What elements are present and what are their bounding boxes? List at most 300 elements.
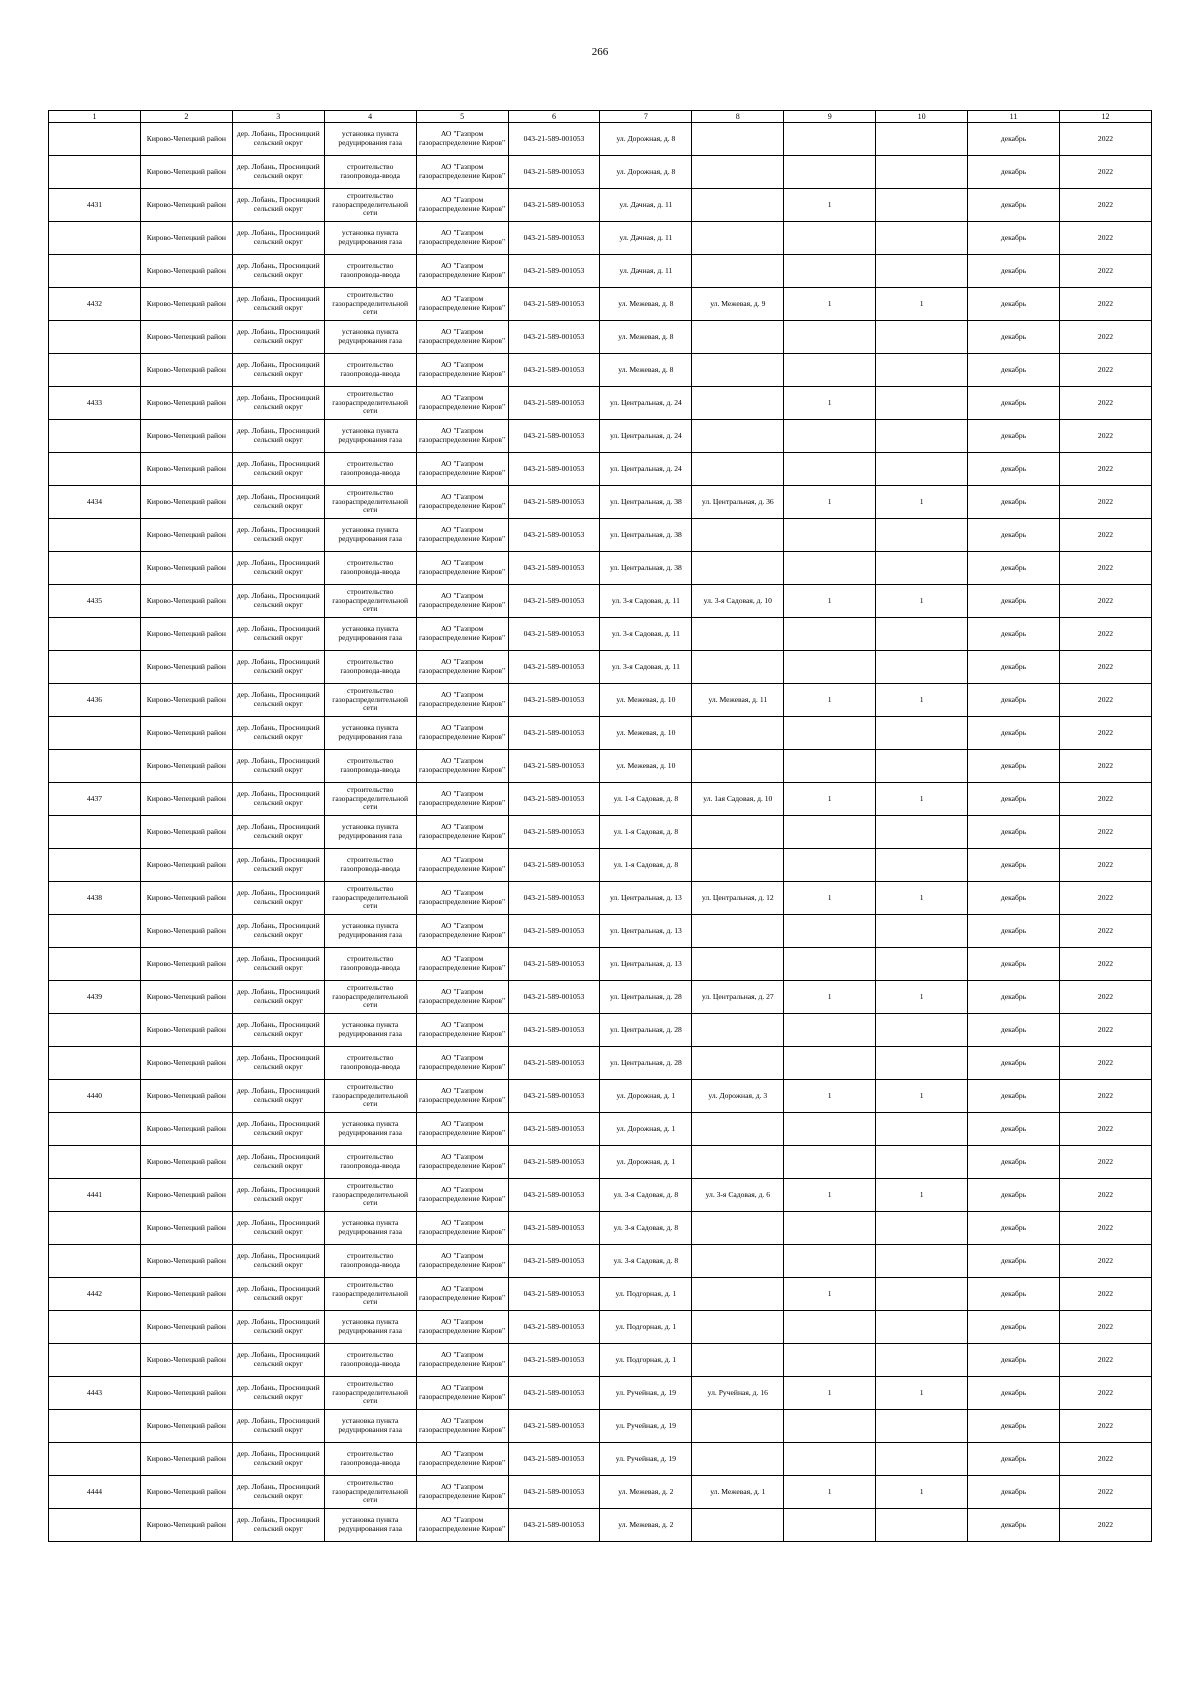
cell-text: 2022 [1097, 398, 1114, 407]
cell-text: ул. Ручейная, д. 16 [707, 1388, 768, 1397]
table-cell-col-12 [1059, 354, 1151, 387]
cell-text: Кирово-Чепецкий район [146, 464, 226, 473]
cell-text: дер. Лобань, Просницкий сельский округ [236, 1417, 320, 1434]
table-cell-col-1 [49, 948, 141, 981]
table-cell-col-11 [968, 1179, 1060, 1212]
cell-text: 043-21-589-001053 [523, 266, 585, 275]
column-header-1: 1 [49, 111, 141, 123]
table-cell-col-4 [324, 1311, 416, 1344]
table-cell-col-1 [49, 618, 141, 651]
cell-text: 1 [827, 200, 832, 209]
table-cell-col-4 [324, 684, 416, 717]
table-cell-col-3 [232, 1113, 324, 1146]
table-cell-col-1 [49, 651, 141, 684]
table-cell-col-11 [968, 519, 1060, 552]
table-cell-col-3 [232, 321, 324, 354]
cell-text: строительство газораспределительной сети [332, 587, 409, 614]
cell-text: дер. Лобань, Просницкий сельский округ [236, 427, 320, 444]
cell-text: декабрь [1000, 926, 1027, 935]
table-cell-col-10 [876, 1047, 968, 1080]
table-cell-col-7 [600, 684, 692, 717]
cell-text: АО "Газпром газораспределение Киров" [419, 196, 506, 213]
cell-text: АО "Газпром газораспределение Киров" [419, 1087, 506, 1104]
cell-text: ул. Ручейная, д. 19 [615, 1454, 677, 1463]
table-cell-col-9 [784, 519, 876, 552]
cell-text: 043-21-589-001053 [523, 629, 585, 638]
cell-text: дер. Лобань, Просницкий сельский округ [236, 1351, 320, 1368]
cell-text: декабрь [1000, 332, 1027, 341]
cell-text: Кирово-Чепецкий район [146, 794, 226, 803]
table-cell-col-1 [49, 717, 141, 750]
table-cell-col-8 [692, 387, 784, 420]
table-cell-col-6 [508, 189, 600, 222]
table-cell-col-7 [600, 1080, 692, 1113]
table-cell-col-7 [600, 354, 692, 387]
table-cell-col-7 [600, 882, 692, 915]
table-cell-col-8 [692, 948, 784, 981]
cell-text: АО "Газпром газораспределение Киров" [419, 691, 506, 708]
cell-text: Кирово-Чепецкий район [146, 1091, 226, 1100]
cell-text: 2022 [1097, 1289, 1114, 1298]
table-cell-col-3 [232, 1278, 324, 1311]
table-cell-col-4 [324, 552, 416, 585]
cell-text: декабрь [1000, 1124, 1027, 1133]
cell-text: 043-21-589-001053 [523, 530, 585, 539]
table-cell-col-8 [692, 222, 784, 255]
cell-text: ул. 3-я Садовая, д. 6 [705, 1190, 771, 1199]
table-cell-col-7 [600, 552, 692, 585]
table-cell-col-9 [784, 948, 876, 981]
cell-text: строительство газораспределительной сети [332, 1379, 409, 1406]
cell-text: декабрь [1000, 1190, 1027, 1199]
table-cell-col-8 [692, 618, 784, 651]
table-cell-col-12 [1059, 882, 1151, 915]
cell-text: 1 [827, 1388, 832, 1397]
cell-text: дер. Лобань, Просницкий сельский округ [236, 1483, 320, 1500]
cell-text: декабрь [1000, 1223, 1027, 1232]
table-cell-col-11 [968, 1311, 1060, 1344]
cell-text: 043-21-589-001053 [523, 1190, 585, 1199]
table-cell-col-9 [784, 1443, 876, 1476]
table-cell-col-6 [508, 1509, 600, 1542]
table-cell-col-9 [784, 1179, 876, 1212]
table-cell-col-4 [324, 1080, 416, 1113]
table-cell-col-6 [508, 1410, 600, 1443]
table-cell-col-10 [876, 354, 968, 387]
table-cell-col-10 [876, 1344, 968, 1377]
table-cell-col-3 [232, 981, 324, 1014]
table-cell-col-2 [140, 585, 232, 618]
table-cell-col-5 [416, 552, 508, 585]
cell-text: строительство газораспределительной сети [332, 389, 409, 416]
table-cell-col-11 [968, 1080, 1060, 1113]
table-cell-col-6 [508, 915, 600, 948]
cell-text: дер. Лобань, Просницкий сельский округ [236, 1219, 320, 1236]
table-cell-col-9 [784, 585, 876, 618]
table-cell-col-9 [784, 1311, 876, 1344]
table-row [49, 585, 1152, 618]
cell-text: 043-21-589-001053 [523, 728, 585, 737]
cell-text: декабрь [1000, 134, 1027, 143]
cell-text: строительство газопровода-ввода [340, 361, 401, 378]
table-cell-col-1 [49, 849, 141, 882]
table-row [49, 1344, 1152, 1377]
table-cell-col-2 [140, 453, 232, 486]
table-cell-col-9 [784, 1047, 876, 1080]
table-cell-col-11 [968, 189, 1060, 222]
table-row [49, 123, 1152, 156]
table-cell-col-8 [692, 684, 784, 717]
table-cell-col-9 [784, 915, 876, 948]
cell-text: установка пункта редуцирования газа [338, 1021, 403, 1038]
cell-text: 4433 [86, 398, 103, 407]
cell-text: строительство газопровода-ввода [340, 559, 401, 576]
cell-text: 2022 [1097, 1091, 1114, 1100]
table-cell-col-1 [49, 1179, 141, 1212]
cell-text: декабрь [1000, 299, 1027, 308]
cell-text: Кирово-Чепецкий район [146, 431, 226, 440]
table-cell-col-8 [692, 1311, 784, 1344]
cell-text: АО "Газпром газораспределение Киров" [419, 361, 506, 378]
table-cell-col-11 [968, 453, 1060, 486]
table-cell-col-5 [416, 948, 508, 981]
cell-text: 043-21-589-001053 [523, 1289, 585, 1298]
table-cell-col-8 [692, 453, 784, 486]
table-cell-col-5 [416, 1311, 508, 1344]
column-header-2: 2 [140, 111, 232, 123]
cell-text: ул. 3-я Садовая, д. 8 [613, 1256, 679, 1265]
cell-text: дер. Лобань, Просницкий сельский округ [236, 658, 320, 675]
cell-text: АО "Газпром газораспределение Киров" [419, 1021, 506, 1038]
cell-text: установка пункта редуцирования газа [338, 625, 403, 642]
table-cell-col-5 [416, 1443, 508, 1476]
table-cell-col-1 [49, 684, 141, 717]
table-cell-col-1 [49, 354, 141, 387]
table-cell-col-9 [784, 486, 876, 519]
cell-text: ул. Подгорная, д. 1 [615, 1355, 677, 1364]
cell-text: АО "Газпром газораспределение Киров" [419, 658, 506, 675]
cell-text: 043-21-589-001053 [523, 992, 585, 1001]
table-row [49, 1212, 1152, 1245]
cell-text: ул. Центральная, д. 27 [701, 992, 774, 1001]
table-cell-col-11 [968, 486, 1060, 519]
table-cell-col-2 [140, 981, 232, 1014]
table-cell-col-5 [416, 123, 508, 156]
table-cell-col-12 [1059, 552, 1151, 585]
table-cell-col-1 [49, 1212, 141, 1245]
cell-text: 043-21-589-001053 [523, 1520, 585, 1529]
table-cell-col-9 [784, 981, 876, 1014]
table-cell-col-10 [876, 255, 968, 288]
cell-text: установка пункта редуцирования газа [338, 1120, 403, 1137]
table-cell-col-9 [784, 618, 876, 651]
cell-text: ул. 1ая Садовая, д. 10 [703, 794, 773, 803]
table-cell-col-6 [508, 750, 600, 783]
cell-text: дер. Лобань, Просницкий сельский округ [236, 361, 320, 378]
table-cell-col-11 [968, 1443, 1060, 1476]
table-cell-col-5 [416, 486, 508, 519]
table-cell-col-10 [876, 156, 968, 189]
table-cell-col-12 [1059, 717, 1151, 750]
cell-text: строительство газопровода-ввода [340, 856, 401, 873]
table-cell-col-8 [692, 1113, 784, 1146]
table-row [49, 948, 1152, 981]
table-cell-col-10 [876, 882, 968, 915]
table-cell-col-6 [508, 1212, 600, 1245]
cell-text: дер. Лобань, Просницкий сельский округ [236, 1516, 320, 1533]
cell-text: 043-21-589-001053 [523, 497, 585, 506]
cell-text: установка пункта редуцирования газа [338, 724, 403, 741]
table-cell-col-1 [49, 420, 141, 453]
cell-text: Кирово-Чепецкий район [146, 530, 226, 539]
cell-text: 043-21-589-001053 [523, 200, 585, 209]
table-cell-col-9 [784, 1344, 876, 1377]
table-cell-col-7 [600, 783, 692, 816]
table-cell-col-8 [692, 1245, 784, 1278]
cell-text: Кирово-Чепецкий район [146, 497, 226, 506]
table-cell-col-1 [49, 915, 141, 948]
cell-text: дер. Лобань, Просницкий сельский округ [236, 295, 320, 312]
cell-text: установка пункта редуцирования газа [338, 1219, 403, 1236]
table-cell-col-11 [968, 387, 1060, 420]
table-row [49, 1179, 1152, 1212]
cell-text: установка пункта редуцирования газа [338, 526, 403, 543]
table-cell-col-11 [968, 354, 1060, 387]
table-cell-col-8 [692, 1080, 784, 1113]
table-cell-col-3 [232, 618, 324, 651]
table-cell-col-12 [1059, 1410, 1151, 1443]
table-cell-col-12 [1059, 288, 1151, 321]
cell-text: 2022 [1097, 497, 1114, 506]
table-cell-col-5 [416, 981, 508, 1014]
table-cell-col-5 [416, 288, 508, 321]
table-cell-col-8 [692, 1014, 784, 1047]
table-cell-col-10 [876, 1443, 968, 1476]
table-cell-col-1 [49, 519, 141, 552]
table-cell-col-10 [876, 420, 968, 453]
column-header-7: 7 [600, 111, 692, 123]
table-cell-col-4 [324, 1245, 416, 1278]
cell-text: декабрь [1000, 200, 1027, 209]
cell-text: Кирово-Чепецкий район [146, 629, 226, 638]
table-row [49, 288, 1152, 321]
cell-text: декабрь [1000, 1091, 1027, 1100]
cell-text: АО "Газпром газораспределение Киров" [419, 1252, 506, 1269]
table-cell-col-10 [876, 453, 968, 486]
cell-text: АО "Газпром газораспределение Киров" [419, 229, 506, 246]
cell-text: декабрь [1000, 1322, 1027, 1331]
table-cell-col-4 [324, 651, 416, 684]
table-cell-col-8 [692, 750, 784, 783]
table-cell-col-10 [876, 1245, 968, 1278]
table-cell-col-4 [324, 519, 416, 552]
table-cell-col-3 [232, 387, 324, 420]
table-cell-col-11 [968, 1047, 1060, 1080]
table-cell-col-3 [232, 420, 324, 453]
table-cell-col-12 [1059, 948, 1151, 981]
cell-text: Кирово-Чепецкий район [146, 959, 226, 968]
table-cell-col-6 [508, 387, 600, 420]
cell-text: ул. Ручейная, д. 19 [615, 1421, 677, 1430]
table-cell-col-8 [692, 651, 784, 684]
table-cell-col-4 [324, 1212, 416, 1245]
table-cell-col-3 [232, 783, 324, 816]
cell-text: дер. Лобань, Просницкий сельский округ [236, 592, 320, 609]
table-cell-col-10 [876, 387, 968, 420]
cell-text: 1 [919, 299, 924, 308]
table-cell-col-9 [784, 420, 876, 453]
table-cell-col-11 [968, 1476, 1060, 1509]
table-cell-col-11 [968, 1245, 1060, 1278]
table-cell-col-6 [508, 123, 600, 156]
table-cell-col-10 [876, 321, 968, 354]
cell-text: дер. Лобань, Просницкий сельский округ [236, 559, 320, 576]
table-cell-col-7 [600, 420, 692, 453]
table-cell-col-11 [968, 1344, 1060, 1377]
table-cell-col-4 [324, 816, 416, 849]
table-cell-col-11 [968, 717, 1060, 750]
table-cell-col-5 [416, 1146, 508, 1179]
cell-text: строительство газораспределительной сети [332, 1181, 409, 1208]
table-cell-col-5 [416, 519, 508, 552]
table-cell-col-9 [784, 651, 876, 684]
table-cell-col-10 [876, 1509, 968, 1542]
table-cell-col-2 [140, 1146, 232, 1179]
table-cell-col-7 [600, 981, 692, 1014]
cell-text: декабрь [1000, 992, 1027, 1001]
table-cell-col-3 [232, 486, 324, 519]
table-cell-col-11 [968, 1212, 1060, 1245]
cell-text: 1 [919, 596, 924, 605]
cell-text: дер. Лобань, Просницкий сельский округ [236, 823, 320, 840]
table-row [49, 816, 1152, 849]
cell-text: АО "Газпром газораспределение Киров" [419, 1417, 506, 1434]
table-cell-col-12 [1059, 255, 1151, 288]
table-row [49, 1476, 1152, 1509]
table-cell-col-6 [508, 882, 600, 915]
cell-text: ул. 1-я Садовая, д. 8 [613, 794, 679, 803]
column-header-12: 12 [1059, 111, 1151, 123]
table-cell-col-5 [416, 1377, 508, 1410]
cell-text: 1 [919, 695, 924, 704]
cell-text: 043-21-589-001053 [523, 926, 585, 935]
table-cell-col-6 [508, 1047, 600, 1080]
table-cell-col-10 [876, 684, 968, 717]
table-cell-col-8 [692, 783, 784, 816]
table-cell-col-3 [232, 453, 324, 486]
cell-text: дер. Лобань, Просницкий сельский округ [236, 1318, 320, 1335]
table-cell-col-6 [508, 1179, 600, 1212]
cell-text: декабрь [1000, 1388, 1027, 1397]
table-cell-col-3 [232, 816, 324, 849]
cell-text: 1 [919, 497, 924, 506]
table-cell-col-10 [876, 981, 968, 1014]
cell-text: АО "Газпром газораспределение Киров" [419, 1516, 506, 1533]
cell-text: 043-21-589-001053 [523, 167, 585, 176]
table-cell-col-2 [140, 750, 232, 783]
cell-text: ул. Подгорная, д. 1 [615, 1322, 677, 1331]
table-cell-col-1 [49, 255, 141, 288]
cell-text: 043-21-589-001053 [523, 1058, 585, 1067]
table-cell-col-6 [508, 1146, 600, 1179]
table-cell-col-7 [600, 1212, 692, 1245]
cell-text: декабрь [1000, 1454, 1027, 1463]
table-cell-col-12 [1059, 1245, 1151, 1278]
cell-text: АО "Газпром газораспределение Киров" [419, 1285, 506, 1302]
table-cell-col-9 [784, 1146, 876, 1179]
cell-text: Кирово-Чепецкий район [146, 1388, 226, 1397]
table-cell-col-10 [876, 585, 968, 618]
table-cell-col-5 [416, 882, 508, 915]
table-cell-col-10 [876, 189, 968, 222]
cell-text: 2022 [1097, 1190, 1114, 1199]
cell-text: строительство газораспределительной сети [332, 1478, 409, 1505]
table-cell-col-4 [324, 1344, 416, 1377]
cell-text: 2022 [1097, 596, 1114, 605]
cell-text: 2022 [1097, 728, 1114, 737]
cell-text: декабрь [1000, 398, 1027, 407]
cell-text: АО "Газпром газораспределение Киров" [419, 889, 506, 906]
cell-text: декабрь [1000, 464, 1027, 473]
cell-text: 043-21-589-001053 [523, 1487, 585, 1496]
cell-text: 2022 [1097, 1157, 1114, 1166]
table-row [49, 651, 1152, 684]
column-header-6: 6 [508, 111, 600, 123]
cell-text: ул. Межевая, д. 10 [616, 695, 676, 704]
cell-text: АО "Газпром газораспределение Киров" [419, 295, 506, 312]
table-cell-col-4 [324, 1443, 416, 1476]
cell-text: Кирово-Чепецкий район [146, 695, 226, 704]
table-cell-col-6 [508, 255, 600, 288]
cell-text: АО "Газпром газораспределение Киров" [419, 757, 506, 774]
table-cell-col-3 [232, 1509, 324, 1542]
table-cell-col-3 [232, 651, 324, 684]
cell-text: 2022 [1097, 827, 1114, 836]
table-row [49, 156, 1152, 189]
cell-text: дер. Лобань, Просницкий сельский округ [236, 526, 320, 543]
table-cell-col-3 [232, 156, 324, 189]
table-cell-col-5 [416, 717, 508, 750]
cell-text: установка пункта редуцирования газа [338, 1417, 403, 1434]
table-cell-col-8 [692, 1146, 784, 1179]
table-cell-col-9 [784, 1212, 876, 1245]
table-cell-col-6 [508, 288, 600, 321]
table-cell-col-5 [416, 453, 508, 486]
table-cell-col-10 [876, 651, 968, 684]
table-cell-col-12 [1059, 651, 1151, 684]
cell-text: ул. 3-я Садовая, д. 8 [613, 1223, 679, 1232]
cell-text: 043-21-589-001053 [523, 695, 585, 704]
table-row [49, 255, 1152, 288]
table-cell-col-2 [140, 156, 232, 189]
cell-text: 2022 [1097, 1322, 1114, 1331]
cell-text: Кирово-Чепецкий район [146, 1421, 226, 1430]
cell-text: ул. Дорожная, д. 8 [616, 167, 676, 176]
cell-text: строительство газораспределительной сети [332, 1082, 409, 1109]
table-cell-col-1 [49, 1476, 141, 1509]
table-cell-col-3 [232, 1245, 324, 1278]
table-cell-col-7 [600, 1014, 692, 1047]
table-row [49, 915, 1152, 948]
table-cell-col-9 [784, 189, 876, 222]
cell-text: ул. Центральная, д. 38 [609, 497, 682, 506]
cell-text: декабрь [1000, 794, 1027, 803]
table-cell-col-1 [49, 1410, 141, 1443]
cell-text: декабрь [1000, 167, 1027, 176]
cell-text: Кирово-Чепецкий район [146, 1256, 226, 1265]
table-cell-col-12 [1059, 618, 1151, 651]
cell-text: строительство газопровода-ввода [340, 1450, 401, 1467]
